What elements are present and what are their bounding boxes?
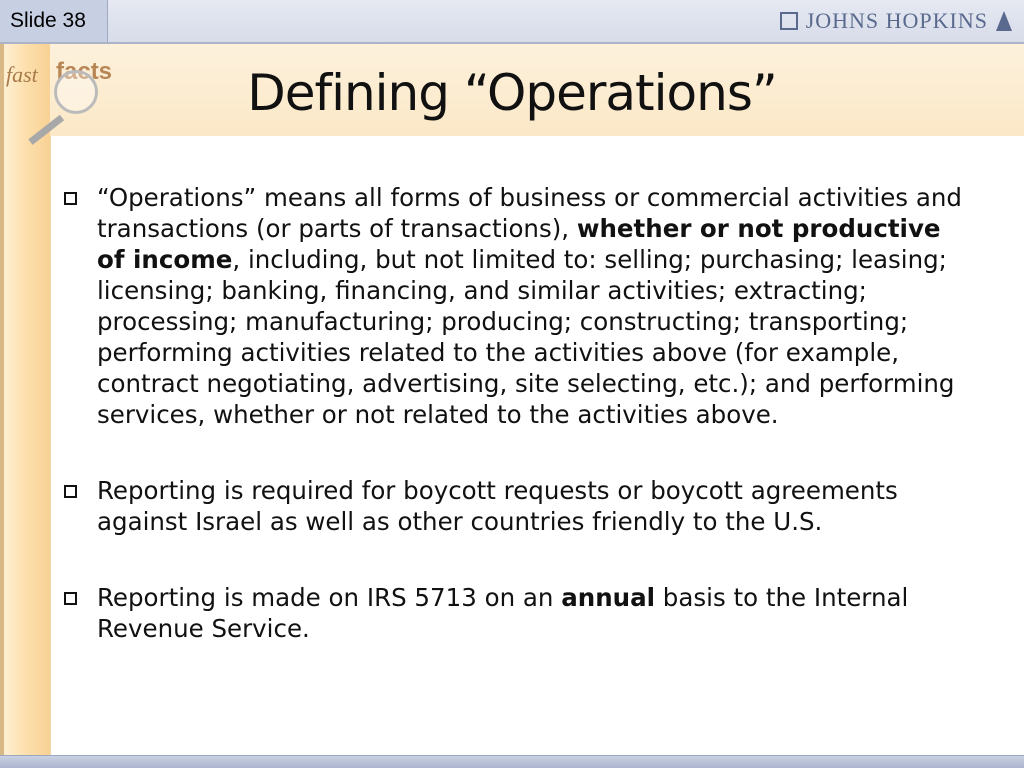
brand <box>780 8 1012 34</box>
slide-number-label: Slide 38 <box>0 0 108 42</box>
slide-content <box>64 182 964 644</box>
bullet-text <box>97 182 964 430</box>
bullet-text-pre: Reporting is made on IRS 5713 on an <box>97 583 562 612</box>
bullet-item <box>64 182 964 430</box>
fast-facts-logo <box>6 56 116 136</box>
checkbox-bullet-icon <box>64 192 77 205</box>
brand-name: JOHNS HOPKINS <box>805 8 988 33</box>
bullet-text-pre: Reporting is required for boycott requests or boycott agreements against Israel as well as other countries friendly to the U.S. <box>97 476 898 536</box>
left-rail-edge <box>0 44 4 756</box>
bullet-text-post: basis to the Internal Revenue Service. <box>97 583 909 643</box>
left-rail <box>0 44 51 756</box>
bullet-text-bold: annual <box>561 583 656 612</box>
checkbox-bullet-icon <box>64 592 77 605</box>
header-band <box>108 0 1024 43</box>
logo-fast-text: fast <box>6 62 38 87</box>
bullet-text-pre: “Operations” means all forms of business or commercial activities and transactions (or parts of transactions), <box>97 183 962 243</box>
bullet-text-post: , including, but not limited to: selling; purchasing; leasing; licensing; banking, financing, and similar activities; extracting; processing; manufacturing; producing; constructing; transporting; performing activities related to the activities above (for example, contract negotiating, advertising, site selecting, etc.); and performing services, whether or not related to the activities above. <box>97 245 955 429</box>
logo-facts-text: facts <box>56 58 113 85</box>
footer-band <box>0 755 1024 768</box>
magnifier-icon <box>54 70 98 114</box>
bullet-item <box>64 475 964 537</box>
university-mark-icon <box>780 12 798 30</box>
tower-icon <box>996 11 1012 31</box>
bullet-text <box>97 582 964 644</box>
bullet-item <box>64 582 964 644</box>
bullet-text-bold: whether or not productive of income <box>97 214 941 274</box>
checkbox-bullet-icon <box>64 485 77 498</box>
bullet-text <box>97 475 964 537</box>
slide-title: Defining “Operations” <box>247 64 777 122</box>
